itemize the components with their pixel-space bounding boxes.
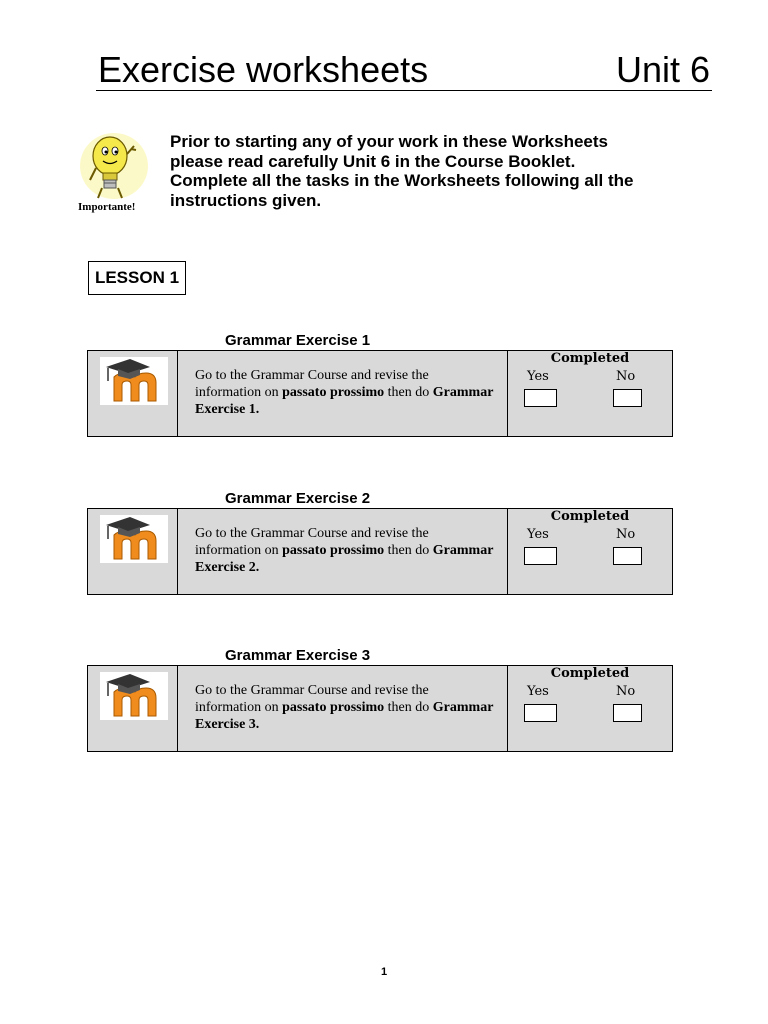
exercise-box [87,508,673,595]
instruction-text: then do [384,385,433,400]
intro-line: Prior to starting any of your work in these Worksheets [170,132,608,151]
page-title: Exercise worksheets [98,49,429,90]
yes-label: Yes [527,684,549,699]
instruction-topic: passato prossimo [282,543,385,558]
completion-cell [508,666,672,751]
no-checkbox[interactable] [613,389,642,407]
exercise-heading: Grammar Exercise 1 [225,332,371,349]
no-checkbox[interactable] [613,704,642,722]
instruction-text: Go to the Grammar Course and revise the information on [195,683,429,715]
instruction-target: Grammar Exercise 3. [195,700,494,732]
completion-cell [508,351,672,436]
instruction-text: then do [384,543,433,558]
instruction-text: Go to the Grammar Course and revise the information on [195,368,429,400]
instruction-target: Grammar Exercise 2. [195,543,494,575]
intro-line: please read carefully Unit 6 in the Course Booklet. [170,151,576,171]
page-number: 1 [380,966,388,978]
no-label: No [616,684,636,699]
lesson-label: LESSON 1 [88,261,186,295]
no-label: No [616,527,636,542]
exercise-box [87,350,673,437]
completed-label: Completed [550,666,630,681]
yes-checkbox[interactable] [524,547,557,565]
moodle-logo-icon [100,515,168,563]
exercise-instructions [195,682,495,733]
instruction-text: then do [384,700,433,715]
exercise-instructions [195,367,495,418]
intro-notice [170,132,710,210]
yes-label: Yes [527,369,549,384]
instruction-topic: passato prossimo [282,700,385,715]
instruction-topic: passato prossimo [282,385,385,400]
completed-label: Completed [550,509,630,524]
logo-cell [88,666,178,751]
instruction-text: Go to the Grammar Course and revise the information on [195,526,429,558]
yes-checkbox[interactable] [524,389,557,407]
no-checkbox[interactable] [613,547,642,565]
moodle-logo-icon [100,357,168,405]
instruction-cell [178,509,508,594]
no-label: No [616,369,636,384]
yes-checkbox[interactable] [524,704,557,722]
completion-cell [508,509,672,594]
instruction-target: Grammar Exercise 1. [195,385,494,417]
exercise-box [87,665,673,752]
logo-cell [88,351,178,436]
logo-cell [88,509,178,594]
importante-caption: Importante! [78,201,136,213]
page-header [96,48,712,91]
moodle-logo-icon [100,672,168,720]
intro-line: instructions given. [170,190,322,210]
intro-line: Complete all the tasks in the Worksheets following all the [170,171,634,190]
completed-label: Completed [550,351,630,366]
instruction-cell [178,351,508,436]
exercise-heading: Grammar Exercise 3 [225,647,371,664]
exercise-instructions [195,525,495,576]
instruction-cell [178,666,508,751]
unit-label: Unit 6 [615,49,710,90]
yes-label: Yes [527,527,549,542]
exercise-heading: Grammar Exercise 2 [225,490,371,507]
